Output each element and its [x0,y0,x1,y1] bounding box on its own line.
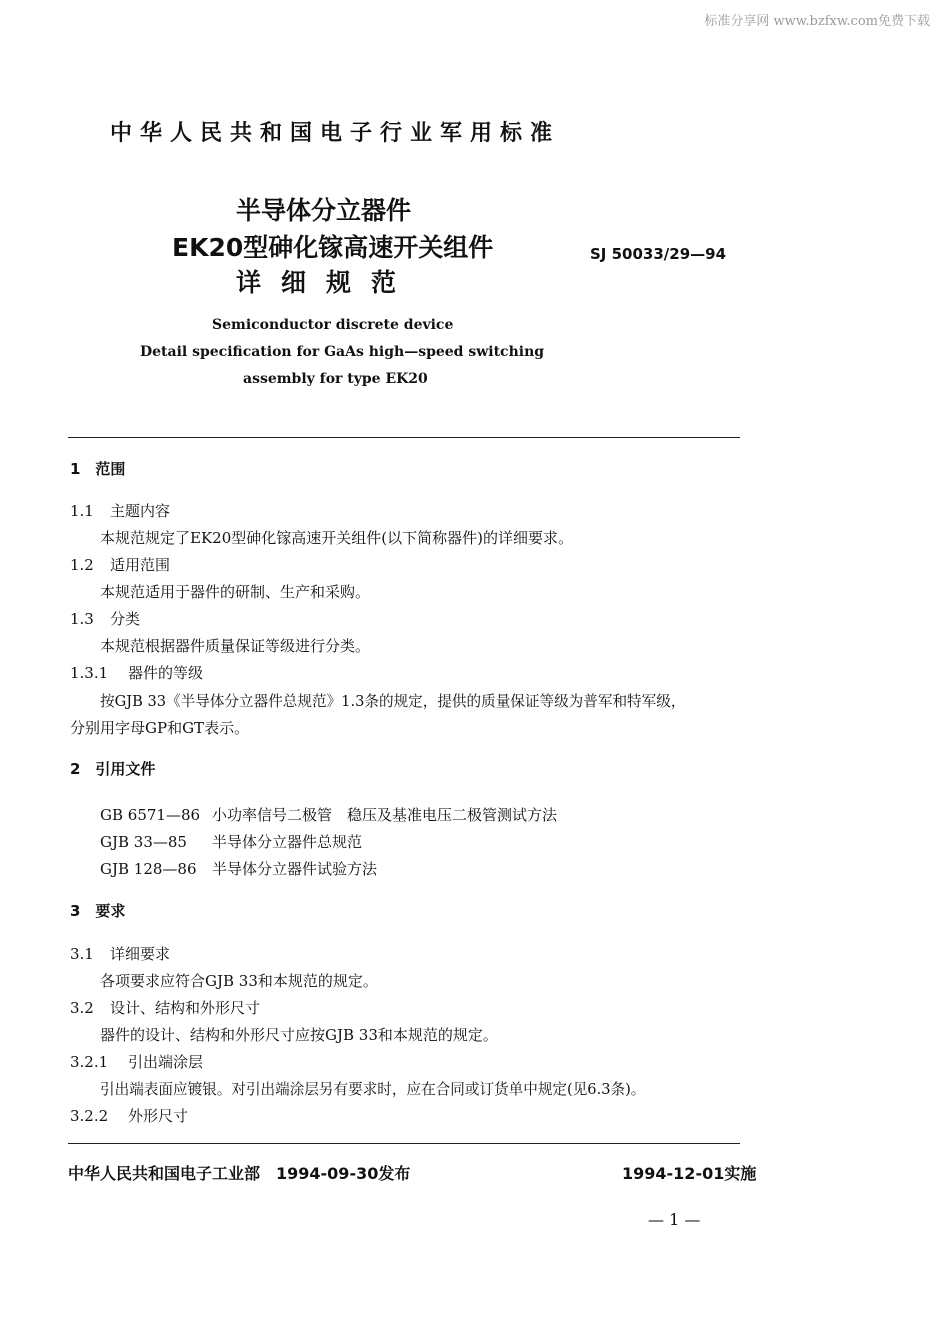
clause-number: 1.2 [70,556,94,574]
standard-number: SJ 50033/29—94 [590,245,727,263]
clause-title: 主题内容 [110,502,171,520]
reference-title: 小功率信号二极管 稳压及基准电压二极管测试方法 [212,806,558,824]
reference-title: 半导体分立器件总规范 [212,833,363,851]
clause-title: 设计、结构和外形尺寸 [110,999,261,1017]
reference-item [100,804,557,825]
reference-item [100,831,362,852]
title-line-2: EK20型砷化镓高速开关组件 [172,233,494,262]
clause-1-3-text: 本规范根据器件质量保证等级进行分类。 [100,637,371,655]
clause-number: 3.2.1 [70,1053,109,1071]
clause-number: 3.1 [70,945,94,963]
reference-title: 半导体分立器件试验方法 [212,860,378,878]
clause-3-1-text: 各项要求应符合GJB 33和本规范的规定。 [100,972,378,990]
clause-title: 引出端涂层 [128,1053,204,1071]
bottom-divider [68,1143,740,1144]
clause-number: 1.3.1 [70,664,109,682]
clause-3-2-1-text: 引出端表面应镀银。对引出端涂层另有要求时，应在合同或订货单中规定(见6.3条)。 [100,1081,646,1098]
clause-1-2-text: 本规范适用于器件的研制、生产和采购。 [100,583,371,601]
watermark: 标准分享网 www.bzfxw.com免费下载 [704,14,930,29]
section-3-heading: 3 要求 [70,902,126,920]
clause-title: 详细要求 [110,945,171,963]
clause-1-3-heading [70,608,140,629]
clause-1-3-1-text-line-1: 按GJB 33《半导体分立器件总规范》1.3条的规定，提供的质量保证等级为普军和特军级， [100,693,686,710]
clause-1-2-heading [70,554,170,575]
clause-1-3-1-text-line-2: 分别用字母GP和GT表示。 [70,719,250,737]
section-2-heading: 2 引用文件 [70,760,156,778]
reference-code: GB 6571—86 [100,806,201,824]
clause-title: 适用范围 [110,556,171,574]
clause-3-1-heading [70,943,170,964]
clause-1-1-heading [70,500,170,521]
reference-code: GJB 33—85 [100,833,187,851]
reference-code: GJB 128—86 [100,860,197,878]
clause-number: 3.2 [70,999,94,1017]
section-1-heading: 1 范围 [70,460,126,478]
clause-3-2-heading [70,997,260,1018]
clause-number: 1.1 [70,502,94,520]
clause-3-2-1-heading [70,1051,203,1072]
clause-number: 3.2.2 [70,1107,109,1125]
title-line-1: 半导体分立器件 [236,196,412,225]
organization-header: 中华人民共和国电子行业军用标准 [110,121,561,146]
clause-3-2-2-heading [70,1105,188,1126]
clause-3-2-text: 器件的设计、结构和外形尺寸应按GJB 33和本规范的规定。 [100,1026,498,1044]
clause-title: 分类 [110,610,141,628]
title-line-3: 详细规范 [236,268,417,297]
clause-1-3-1-heading [70,662,203,683]
clause-title: 器件的等级 [128,664,204,682]
issuer-and-release-date: 中华人民共和国电子工业部 1994-09-30发布 [68,1164,411,1183]
reference-item [100,858,377,879]
english-title-line-1: Semiconductor discrete device [212,317,454,333]
clause-1-1-text: 本规范规定了EK20型砷化镓高速开关组件(以下简称器件)的详细要求。 [100,529,573,547]
english-title-line-2: Detail specification for GaAs high—speed switching [140,344,545,360]
english-title-line-3: assembly for type EK20 [243,371,428,387]
clause-number: 1.3 [70,610,94,628]
top-divider [68,437,740,438]
clause-title: 外形尺寸 [128,1107,189,1125]
page-number: — 1 — [648,1210,701,1229]
effective-date: 1994-12-01实施 [622,1164,757,1183]
